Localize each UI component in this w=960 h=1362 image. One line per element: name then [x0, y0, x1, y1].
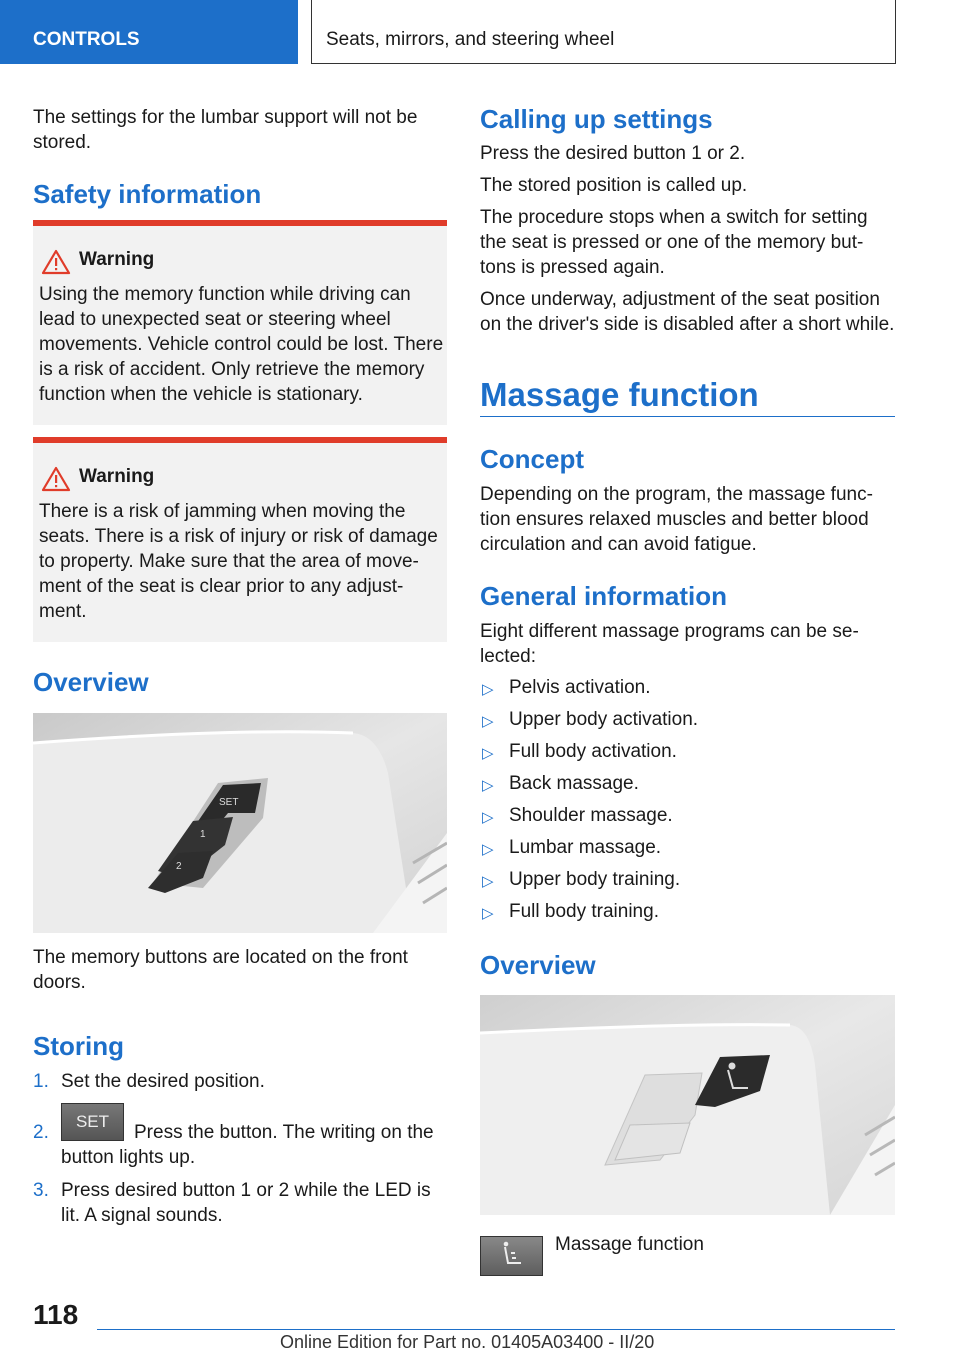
- chapter-title: [311, 0, 896, 64]
- list-item: [33, 1069, 447, 1095]
- footer-rule: [97, 1329, 895, 1330]
- concept-paragraph: Depending on the program, the massage function ensures relaxed muscles and better blood circulation and can avoid fatigue.: [480, 484, 873, 555]
- warning-triangle-icon: [41, 249, 71, 275]
- heading-rule: [480, 416, 895, 417]
- warning-triangle-icon: [41, 466, 71, 492]
- calling-paragraph: Press the desired button 1 or 2.: [480, 143, 746, 164]
- triangle-bullet-icon: ▷: [482, 745, 494, 762]
- step-text-cont: lit. A signal sounds.: [61, 1205, 223, 1226]
- photo-caption: The memory buttons are located on the front doors.: [33, 947, 408, 993]
- warning-title: Warning: [79, 466, 155, 487]
- program-label: Pelvis activation.: [509, 677, 651, 698]
- calling-paragraph: The stored position is called up.: [480, 175, 748, 196]
- massage-seat-icon: [481, 1237, 542, 1275]
- massage-heading: Massage function: [480, 376, 759, 413]
- massage-icon-button: [480, 1236, 543, 1276]
- concept-heading: Concept: [480, 444, 584, 474]
- program-label: Back massage.: [509, 773, 639, 794]
- triangle-bullet-icon: ▷: [482, 777, 494, 794]
- program-label: Upper body activation.: [509, 709, 699, 730]
- list-item: [33, 1103, 447, 1173]
- step-number: 1.: [33, 1071, 49, 1092]
- safety-heading: Safety information: [33, 179, 262, 209]
- overview-heading-right: Overview: [480, 950, 596, 980]
- warning-title: Warning: [79, 249, 155, 270]
- memory-1-label: 1: [200, 829, 206, 840]
- set-button-label: SET: [219, 797, 239, 808]
- section-tab: [0, 0, 298, 64]
- triangle-bullet-icon: ▷: [482, 809, 494, 826]
- step-text: Press the button. The writing on the: [134, 1122, 434, 1143]
- massage-switch-photo: [480, 995, 895, 1215]
- icon-caption: Massage function: [555, 1234, 704, 1255]
- memory-2-label: 2: [176, 861, 182, 872]
- warning-text: There is a risk of jamming when moving the seats. There is a risk of injury or risk of damage to property. Make sure that the area of movement of the seat is clear prior to any adjustment.: [39, 501, 438, 622]
- general-heading: General information: [480, 581, 728, 611]
- program-label: Full body activation.: [509, 741, 677, 762]
- general-paragraph: Eight different massage programs can be selected:: [480, 621, 859, 667]
- storing-heading: Storing: [33, 1031, 124, 1061]
- set-icon-label: SET: [75, 1112, 110, 1131]
- program-label: Upper body training.: [509, 869, 681, 890]
- triangle-bullet-icon: ▷: [482, 681, 494, 698]
- step-number: 3.: [33, 1180, 49, 1201]
- triangle-bullet-icon: ▷: [482, 873, 494, 890]
- calling-heading: Calling up settings: [480, 104, 713, 134]
- program-label: Lumbar massage.: [509, 837, 662, 858]
- calling-paragraph: Once underway, adjustment of the seat position on the driver's side is disabled after a short while.: [480, 289, 895, 335]
- program-label: Shoulder massage.: [509, 805, 673, 826]
- step-text: Press desired button 1 or 2 while the LED is: [61, 1180, 431, 1201]
- calling-paragraph: The procedure stops when a switch for setting the seat is pressed or one of the memory buttons is pressed again.: [480, 207, 868, 278]
- memory-buttons-photo: [33, 713, 447, 933]
- chapter-label: Seats, mirrors, and steering wheel: [326, 29, 615, 50]
- step-number: 2.: [33, 1122, 49, 1143]
- warning-text: Using the memory function while driving can lead to unexpected seat or steering wheel movements. Vehicle control could be lost. There is a risk of accident. Only retrieve the memory function when the vehicle is stationary.: [39, 284, 444, 405]
- triangle-bullet-icon: ▷: [482, 841, 494, 858]
- triangle-bullet-icon: ▷: [482, 713, 494, 730]
- intro-paragraph: The settings for the lumbar support will not be stored.: [33, 107, 418, 153]
- edition-note: Online Edition for Part no. 01405A03400 - II/20: [280, 1332, 655, 1352]
- section-label: CONTROLS: [33, 29, 140, 50]
- step-text: Set the desired position.: [61, 1071, 265, 1092]
- set-button-icon: [61, 1103, 124, 1141]
- page-number: 118: [33, 1299, 79, 1330]
- overview-heading: Overview: [33, 667, 149, 697]
- warning-box-1: [33, 220, 447, 425]
- warning-box-2: [33, 437, 447, 642]
- list-item: [33, 1178, 447, 1230]
- program-label: Full body training.: [509, 901, 659, 922]
- step-text-cont: button lights up.: [61, 1147, 196, 1168]
- triangle-bullet-icon: ▷: [482, 905, 494, 922]
